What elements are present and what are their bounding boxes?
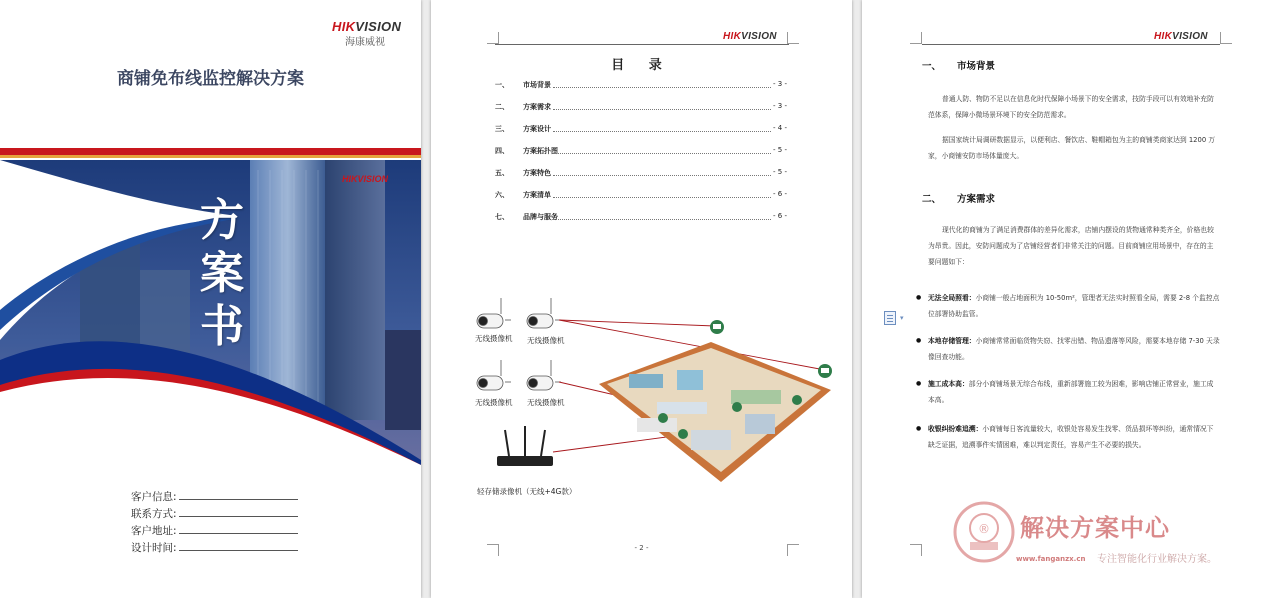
bullet-item: ● 本地存储管理：小商铺常常面临货物失窃、找零出错、物品遗落等风险，需要本地存储 7-30 天录像回查功能。 <box>916 333 1220 365</box>
page-corner-mark <box>910 544 922 556</box>
cover-title: 商铺免布线监控解决方案 <box>117 69 304 89</box>
header-rule <box>495 44 789 45</box>
customer-info-field: 客户信息: <box>131 489 298 504</box>
page-number: - 2 - <box>634 544 649 552</box>
header-logo: HIKVISION <box>723 31 777 42</box>
store-illustration <box>599 342 831 482</box>
watermark-url: www.fanganzx.cn <box>1016 555 1086 563</box>
page-corner-mark <box>1220 32 1232 44</box>
cover-stripe <box>0 148 421 155</box>
bullet-item: ● 收银纠纷难追溯：小商铺每日客流量较大，收银处容易发生找零、货品损坏等纠纷，通常情况下缺乏证据，追溯事件实情困难，难以判定责任，容易产生不必要的损失。 <box>916 421 1220 453</box>
nvr-label: 轻存储录像机（无线+4G款） <box>477 487 577 496</box>
contact-field: 联系方式: <box>131 506 298 521</box>
paste-options-icon[interactable] <box>884 311 896 325</box>
toc-item[interactable]: 五、 方案特色 - 5 - <box>495 168 787 177</box>
camera-label: 无线摄像机 <box>475 334 513 343</box>
toc-item[interactable]: 七、 品牌与服务 - 6 - <box>495 212 787 221</box>
cover-page <box>0 0 421 598</box>
header-rule <box>922 44 1220 45</box>
brand-logo-cn: 海康威视 <box>345 37 385 48</box>
bullet-item: ● 施工成本高：部分小商铺场景无综合布线，重新部署施工较为困难，影响店铺正常营业，施工成本高。 <box>916 376 1220 408</box>
svg-text:HIKVISION: HIKVISION <box>342 174 389 184</box>
cover-big-title: 方 案 书 <box>200 195 244 352</box>
page-corner-mark <box>910 32 922 44</box>
section-heading: 一、 市场背景 <box>922 61 996 72</box>
wireless-node-icon <box>818 364 832 378</box>
camera-label: 无线摄像机 <box>475 398 513 407</box>
toc-item[interactable]: 三、 方案设计 - 4 - <box>495 124 787 133</box>
address-field: 客户地址: <box>131 523 298 538</box>
bullet-item: ● 无法全局照看：小商铺一般占地面积为 10-50m²，管理者无法实时照看全局，需要 2-8 个监控点位部署协助监管。 <box>916 290 1220 322</box>
camera-icon <box>527 360 561 390</box>
page-corner-mark <box>787 32 799 44</box>
toc-item[interactable]: 二、 方案需求 - 3 - <box>495 102 787 111</box>
brand-logo: HIKVISION <box>332 19 402 34</box>
nvr-icon <box>497 426 553 466</box>
paragraph: 现代化的商铺为了满足消费群体的差异化需求，店铺内摆设的货物通常种类齐全，价格也较为昂贵。因此，安防问题成为了店铺经营者们非常关注的问题。目前商铺应用场景中，存在的主要问题如下： <box>928 226 1214 266</box>
design-time-field: 设计时间: <box>131 540 298 555</box>
toc-title: 目 录 <box>611 58 672 73</box>
camera-label: 无线摄像机 <box>527 398 565 407</box>
toc-item[interactable]: 六、 方案清单 - 6 - <box>495 190 787 199</box>
paragraph: 据国家统计局调研数据显示，以便利店、餐饮店、鞋帽箱包为主的商铺类商家达到 1200 万家，小商铺安防市场体量庞大。 <box>928 136 1216 160</box>
topology-diagram <box>431 290 852 490</box>
watermark-title: 解决方案中心 <box>1020 514 1170 542</box>
cover-stripe-accent <box>0 155 421 158</box>
camera-label: 无线摄像机 <box>527 336 565 345</box>
camera-icon <box>477 360 511 390</box>
toc-item[interactable]: 四、 方案拓扑图 - 5 - <box>495 146 787 155</box>
section-heading: 二、 方案需求 <box>922 194 996 205</box>
page-corner-mark <box>487 32 499 44</box>
header-logo: HIKVISION <box>1154 31 1208 42</box>
watermark-subtitle: 专注智能化行业解决方案。 <box>1097 554 1217 565</box>
watermark-logo-icon <box>952 500 1016 564</box>
camera-icon <box>527 298 561 328</box>
camera-icon <box>477 298 511 328</box>
toc-item[interactable]: 一、 市场背景 - 3 - <box>495 80 787 89</box>
chevron-down-icon[interactable]: ▾ <box>900 314 904 322</box>
toc-page <box>431 0 852 598</box>
paragraph: 普通人防、物防不足以在信息化时代保障小场景下的安全需求，技防手段可以有效地补充防范体系，保障小微场景环境下的安全防范需求。 <box>928 95 1214 119</box>
svg-text:®: ® <box>978 522 990 536</box>
wireless-node-icon <box>710 320 724 334</box>
